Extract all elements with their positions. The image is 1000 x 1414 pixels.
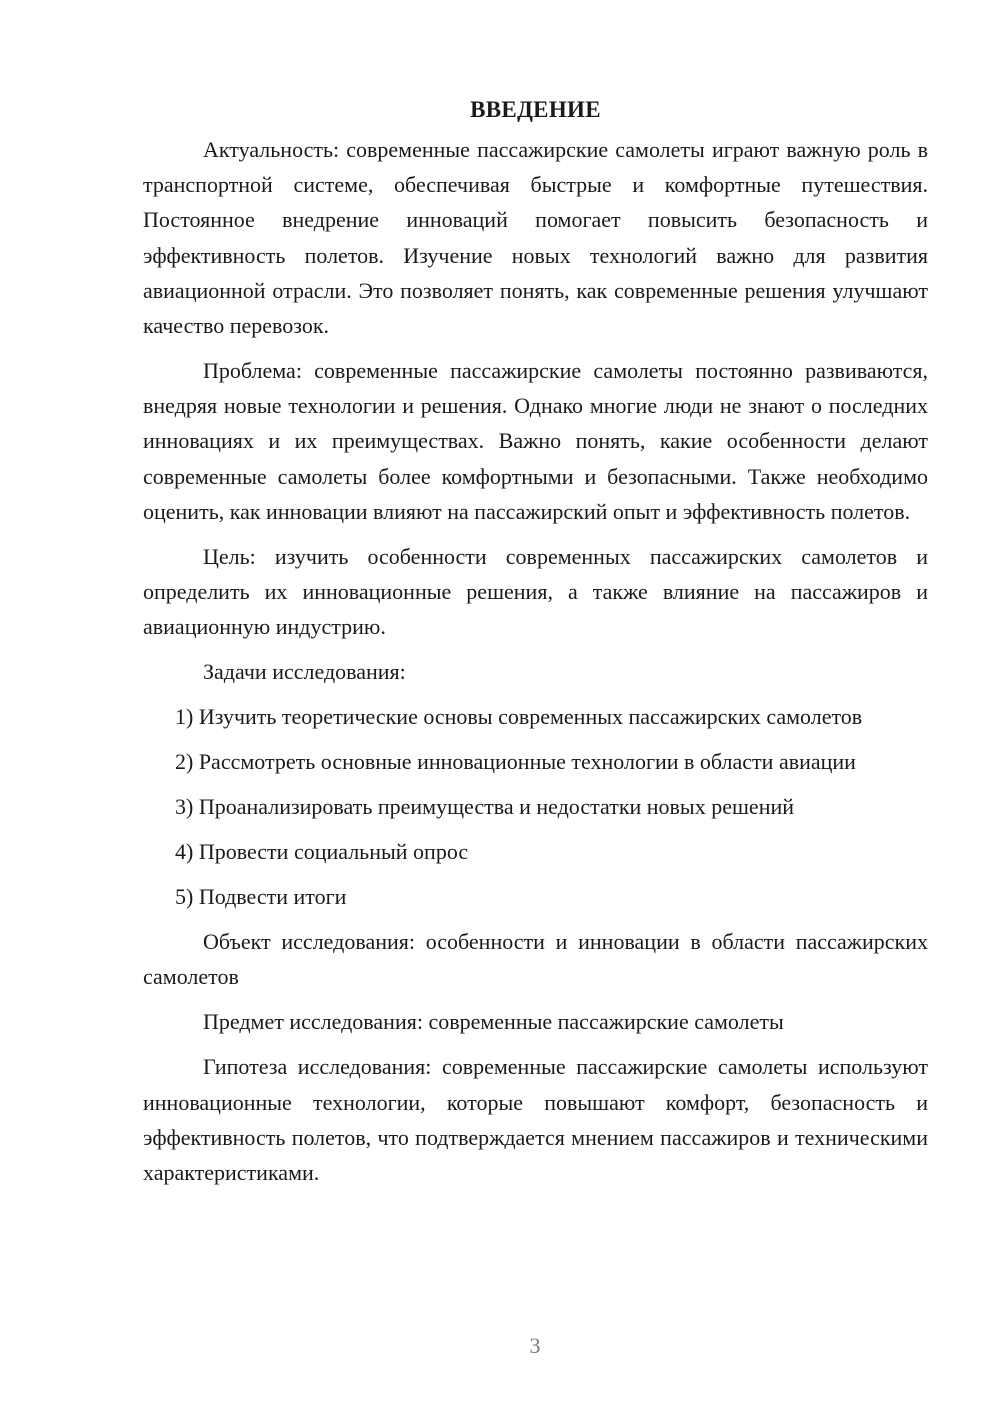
task-item: 2) Рассмотреть основные инновационные технологии в области авиации: [175, 749, 856, 775]
task-item: 4) Провести социальный опрос: [175, 839, 469, 865]
relevance-paragraph: Актуальность: современные пассажирские самолеты играют важную роль в транспортной системе, обеспечивая быстрые и комфортные путешествия. Постоянное внедрение инноваций помогает повысить безопасность и эффективность полетов. Изучение новых технологий важно для развития авиационной отрасли. Это позволяет понять, как современные решения улучшают качество перевозок.: [143, 137, 928, 339]
subject-paragraph: Предмет исследования: современные пассажирские самолеты: [203, 1009, 784, 1035]
task-item: 1) Изучить теоретические основы современных пассажирских самолетов: [175, 704, 863, 730]
goal-paragraph: Цель: изучить особенности современных пассажирских самолетов и определить их инновационные решения, а также влияние на пассажиров и авиационную индустрию.: [143, 543, 928, 640]
tasks-list: [143, 699, 928, 914]
object-paragraph: Объект исследования: особенности и инновации в области пассажирских самолетов: [143, 929, 928, 990]
tasks-title: Задачи исследования:: [203, 659, 406, 685]
task-item: 3) Проанализировать преимущества и недостатки новых решений: [175, 794, 795, 820]
section-heading: ВВЕДЕНИЕ: [470, 97, 601, 122]
document-page: [143, 92, 928, 1200]
hypothesis-paragraph: Гипотеза исследования: современные пассажирские самолеты используют инновационные технологии, которые повышают комфорт, безопасность и эффективность полетов, что подтверждается мнением пассажиров и техническими характеристиками.: [143, 1054, 928, 1186]
problem-paragraph: Проблема: современные пассажирские самолеты постоянно развиваются, внедряя новые технологии и решения. Однако многие люди не знают о последних инновациях и их преимуществах. Важно понять, какие особенности делают современные самолеты более комфортными и безопасными. Также необходимо оценить, как инновации влияют на пассажирский опыт и эффективность полетов.: [143, 358, 928, 524]
task-item: 5) Подвести итоги: [175, 884, 347, 910]
page-number: 3: [529, 1333, 541, 1358]
